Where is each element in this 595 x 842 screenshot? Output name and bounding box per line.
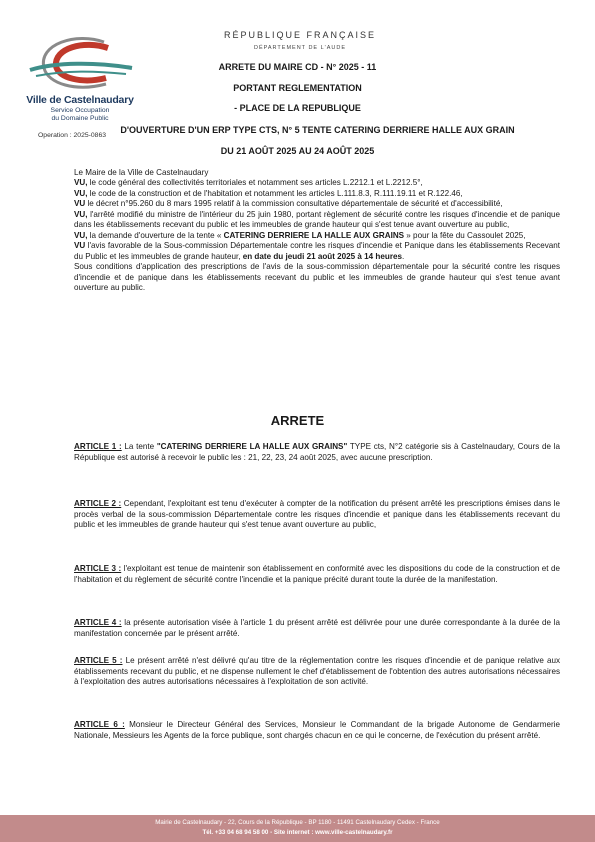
vu-item: VU, le code de la construction et de l'habitation et notamment les articles L.111.8.3, R.111.19.11 et R.122.46, (74, 188, 463, 198)
article-4: ARTICLE 4 : la présente autorisation visée à l'article 1 du présent arrêté est délivrée pour une durée correspondante à la durée de la manifestation concernée par le présent arrêté. (74, 618, 561, 638)
arrete-object: D'OUVERTURE D'UN ERP TYPE CTS, N° 5 TENTE CATERING DERRIERE HALLE AUX GRAIN (120, 125, 515, 135)
article-3: ARTICLE 3 : l'exploitant est tenue de maintenir son établissement en conformité avec les dispositions du code de la construction et de l'habitation et du règlement de sécurité contre l'incendie et la panique précité durant toute la durée de la manifestation. (74, 564, 560, 584)
vu-item: VU le décret n°95.260 du 8 mars 1995 relatif à la commission consultative départementale de sécurité et d'accessibilité, (74, 199, 503, 209)
logo-service-line1: Service Occupation (50, 107, 110, 114)
logo-service-line2: du Domaine Public (51, 115, 109, 123)
arrete-number: ARRETE DU MAIRE CD - N° 2025 - 11 (218, 62, 377, 72)
footer-contact: Tél. +33 04 68 94 58 00 - Site internet : www.ville-castelnaudary.fr (202, 829, 393, 836)
vu-item: VU l'avis favorable de la Sous-commission Départementale contre les risques d'incendie et Panique dans les établissements Recevant du Public et les immeubles de grande hauteur, en date du jeudi 21 août 2025 à 14 heures. (74, 241, 560, 261)
considerations (74, 168, 560, 293)
arrete-place: - PLACE DE LA REPUBLIQUE (234, 103, 361, 113)
vu-item: VU, le code général des collectivités territoriales et notamment ses articles L.2212.1 et L.2212.5°, (74, 178, 423, 188)
departement-header: DÉPARTEMENT DE L'AUDE (253, 45, 347, 51)
vu-item: VU, l'arrêté modifié du ministre de l'intérieur du 25 juin 1980, portant règlement de sécurité contre les risques d'incendie et de panique dans les établissements recevant du public et les immeubles de grande hauteur qui s'est tenue avant ouverture au public, (74, 209, 560, 230)
article-6: ARTICLE 6 : Monsieur le Directeur Général des Services, Monsieur le Commandant de la brigade Autonome de Gendarmerie Nationale, Messieurs les Agents de la force publique, sont chargés chacun en ce qui le concerne, de l'exécution du présent arrêté. (74, 720, 560, 740)
operation-number: Operation : 2025-0863 (38, 132, 107, 139)
vu-item: VU, la demande d'ouverture de la tente « CATERING DERRIERE LA HALLE AUX GRAINS » pour la fête du Cassoulet 2025, (74, 230, 526, 240)
article-5: ARTICLE 5 : Le présent arrêté n'est délivré qu'au titre de la réglementation contre les risques d'incendie et de panique relative aux établissements recevant du public, et ne dispense nullement le chef d'établissement de l'obtention des autres autorisations nécessaires à l'exploitation des autres autorisations nécessaires à l'exploitation de son activité. (74, 656, 560, 687)
arrete-dates: DU 21 AOÛT 2025 AU 24 AOÛT 2025 (220, 146, 375, 156)
conditions-paragraph: Sous conditions d'application des prescriptions de l'avis de la sous-commission départementale pour la sécurité contre les risques d'incendie et de panique dans les établissements recevant du public et les immeubles de grande hauteur qui s'est tenue avant ouverture au public. (74, 262, 560, 292)
opening-line: Le Maire de la Ville de Castelnaudary (74, 168, 209, 177)
republique-header: RÉPUBLIQUE FRANÇAISE (223, 30, 377, 40)
article-2: ARTICLE 2 : Cependant, l'exploitant est tenu d'exécuter à compter de la notification du présent arrêté les prescriptions émises dans le procès verbal de la sous-commission Départementale contre les risques d'incendie et panique dans les établissements recevant du public et les immeubles de grande hauteur qui s'est tenue avant ouverture au public, (74, 499, 560, 530)
arrete-subject: PORTANT REGLEMENTATION (233, 83, 362, 93)
logo-town-name: Ville de Castelnaudary (26, 94, 134, 106)
arrete-heading: ARRETE (270, 413, 325, 428)
footer-address: Mairie de Castelnaudary - 22, Cours de la République - BP 1180 - 11491 Castelnaudary Cedex - France (155, 819, 440, 826)
article-1: ARTICLE 1 : La tente "CATERING DERRIERE LA HALLE AUX GRAINS" TYPE cts, N°2 catégorie sis à Castelnaudary, Cours de la République est autorisé à recevoir le public les : 21, 22, 23, 24 août 2025, avec aucune prescription. (74, 442, 560, 462)
